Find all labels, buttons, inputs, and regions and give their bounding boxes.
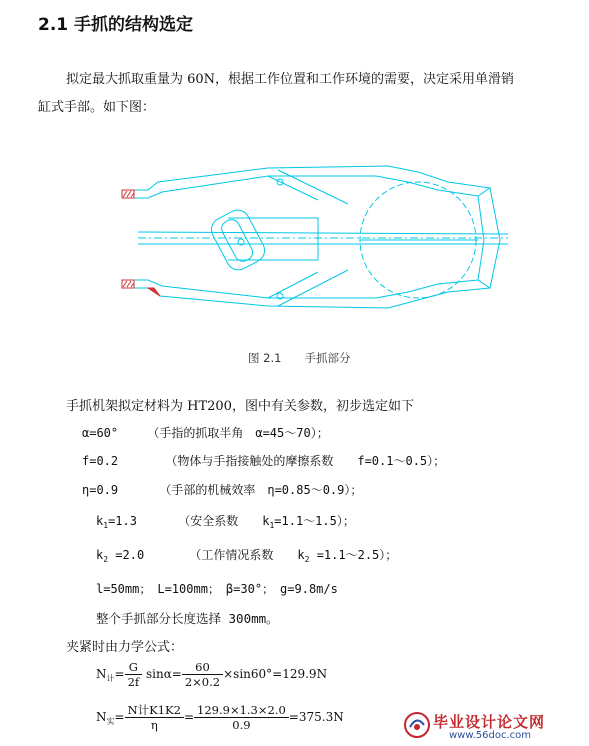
param-subscript: 1 xyxy=(103,521,109,530)
eq-lhs-subscript: 实 xyxy=(106,717,115,726)
eq-mid: sinα= xyxy=(145,667,182,681)
fraction-numerator: 60 xyxy=(182,660,223,675)
site-watermark xyxy=(403,709,581,743)
eq-fraction xyxy=(125,703,184,732)
params-intro: 手抓机架拟定材料为 HT200，图中有关参数，初步选定如下 xyxy=(66,399,414,414)
eq-fraction xyxy=(125,660,143,689)
eq-rhs: ×sin60°=129.9N xyxy=(223,667,328,681)
fraction-denominator: 0.9 xyxy=(232,718,251,732)
param-desc: （安全系数 k xyxy=(178,514,270,528)
param-f xyxy=(82,452,445,469)
param-subscript: 1 xyxy=(269,521,275,530)
param-symbol: k xyxy=(96,514,104,528)
fraction-numerator: G xyxy=(125,660,143,675)
fraction-denominator: 2×0.2 xyxy=(184,675,221,689)
section-heading: 2.1 手抓的结构选定 xyxy=(38,15,194,35)
param-eta xyxy=(82,481,362,498)
fraction-denominator: 2f xyxy=(127,675,140,689)
param-desc: （手部的机械效率 η=0.85～0.9）； xyxy=(159,483,363,497)
length-note: 整个手抓部分长度选择 300mm。 xyxy=(96,611,279,626)
watermark-url: www.56doc.com xyxy=(449,730,532,741)
param-desc: （手指的抓取半角 α=45～70）； xyxy=(147,426,329,440)
param-subscript: 2 xyxy=(304,555,310,564)
param-desc: （工作情况系数 k xyxy=(189,548,305,562)
fraction-numerator: N计K1K2 xyxy=(125,703,184,718)
intro-line-2: 缸式手部。如下图： xyxy=(38,100,156,115)
param-subscript: 2 xyxy=(103,555,109,564)
param-value: α=60° xyxy=(82,426,119,440)
watermark-title: 毕业设计论文网 xyxy=(433,713,546,731)
param-value: =1.3 xyxy=(108,514,137,528)
param-value: η=0.9 xyxy=(82,483,119,497)
param-value: =2.0 xyxy=(108,548,145,562)
gripper-drawing xyxy=(118,160,518,320)
equation-2: $N_实=$ $\frac{\text{N计K1K2}}{\eta}$ = $\frac{129.9\times 1.3\times 2.0}{0.9}$ =375.3N xyxy=(96,703,344,732)
param-desc: （物体与手指接触处的摩擦系数 f=0.1～0.5）； xyxy=(165,454,446,468)
eq-fraction xyxy=(182,660,223,689)
figure-caption: 图 2.1 手抓部分 xyxy=(248,351,351,365)
param-k2 xyxy=(96,546,397,564)
eq-lhs-subscript: 计 xyxy=(106,674,115,683)
fraction-numerator: 129.9×1.3×2.0 xyxy=(194,703,289,718)
param-k1 xyxy=(96,512,355,530)
eq-fraction xyxy=(194,703,289,732)
eq-lhs: N xyxy=(96,667,107,681)
param-desc-tail: =1.1～1.5）； xyxy=(274,514,355,528)
eq-rhs: =375.3N xyxy=(288,710,344,724)
fraction-denominator: η xyxy=(150,718,158,732)
intro-line-1: 拟定最大抓取重量为 60N，根据工作位置和工作环境的需要，决定采用单滑销 xyxy=(66,72,515,87)
param-value: f=0.2 xyxy=(82,454,119,468)
param-alpha xyxy=(82,424,329,441)
eq-lhs: N xyxy=(96,710,107,724)
formula-intro: 夹紧时由力学公式： xyxy=(66,640,184,655)
watermark-logo-icon xyxy=(403,711,431,739)
equation-1: $N_计=$ $\frac{G}{2f}$ sinα= $\frac{60}{2\times 0.2}$ ×sin60°=129.9N xyxy=(96,660,328,689)
param-desc-tail: =1.1～2.5）； xyxy=(309,548,398,562)
param-symbol: k xyxy=(96,548,104,562)
dimensions-line: l=50mm； L=100mm； β=30°； g=9.8m/s xyxy=(96,582,338,596)
